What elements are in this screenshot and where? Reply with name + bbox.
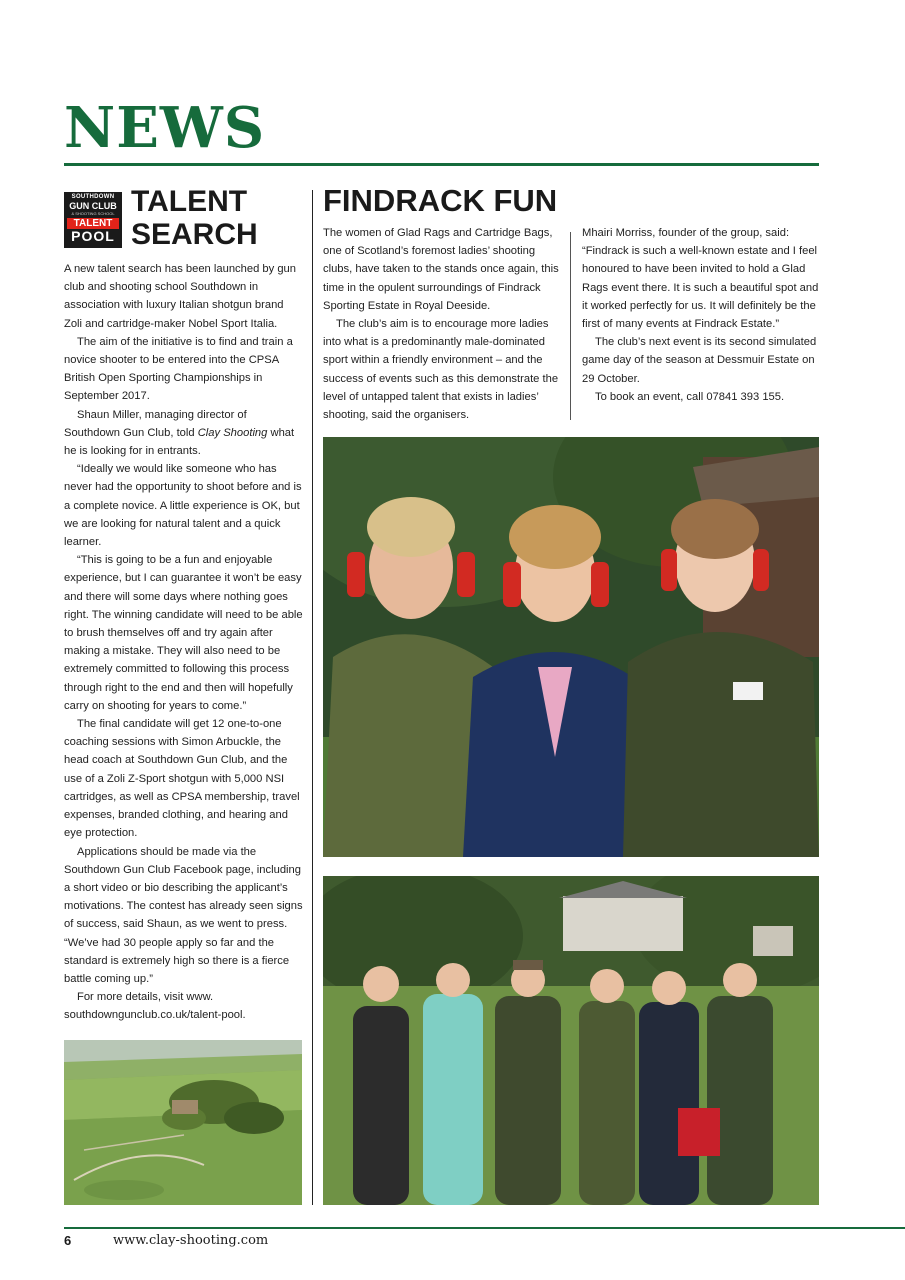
page-number: 6 <box>64 1233 72 1248</box>
header-rule <box>64 163 819 166</box>
paragraph: For more details, visit www. southdowngunclub.co.uk/talent-pool. <box>64 991 246 1022</box>
aerial-estate-photo <box>64 1040 302 1205</box>
findrack-fun-heading: FINDRACK FUN <box>323 183 558 218</box>
paragraph: The club’s next event is its second simulated game day of the season at Dessmuir Estate on 29 October. <box>582 336 817 385</box>
logo-line: TALENT <box>67 218 119 229</box>
column-divider <box>312 190 313 1205</box>
findrack-article-column-2 <box>582 224 822 406</box>
logo-line: POOL <box>71 228 115 244</box>
paragraph: A new talent search has been launched by gun club and shooting school Southdown in association with luxury Italian shotgun brand Zoli and cartridge-maker Nobel Sport Italia. <box>64 263 296 330</box>
paragraph: The club’s aim is to encourage more ladies into what is a predominantly male-dominated sport within a friendly environment – and the success of events such as this demonstrate the level of untapped talent that exists in ladies’ shooting, said the organisers. <box>323 318 559 422</box>
three-women-photo <box>323 437 819 857</box>
logo-line: GUN CLUB <box>69 201 117 211</box>
logo-line: SOUTHDOWN <box>71 194 115 200</box>
section-title: NEWS <box>64 95 266 161</box>
logo-line: & SHOOTING SCHOOL <box>71 211 115 216</box>
paragraph: The women of Glad Rags and Cartridge Bags, one of Scotland’s foremost ladies’ shooting clubs, have taken to the stands once again, this time in the opulent surroundings of Findrack Sporting Estate in Royal Deeside. <box>323 227 559 312</box>
column-divider <box>570 232 571 420</box>
talent-search-article <box>64 260 304 1025</box>
paragraph: “Ideally we would like someone who has never had the opportunity to shoot before and is a complete novice. A little experience is OK, but we are looking for natural talent and a quick learner. <box>64 463 302 549</box>
footer-rule <box>64 1227 905 1229</box>
heading-line: SEARCH <box>131 218 258 251</box>
group-of-seven-photo <box>323 876 819 1205</box>
magazine-name: Clay Shooting <box>197 426 268 439</box>
paragraph <box>64 406 304 461</box>
paragraph: The final candidate will get 12 one-to-one coaching sessions with Simon Arbuckle, the head coach at Southdown Gun Club, and the use of a Zoli Z-Sport shotgun with 5,000 NSI cartridges, as well as CPSA membership, travel expenses, branded clothing, and hearing and eye protection. <box>64 718 300 840</box>
talent-search-heading <box>131 185 258 251</box>
text-run: what he is looking for in entrants. <box>64 426 295 458</box>
paragraph: “This is going to be a fun and enjoyable experience, but I can guarantee it won’t be easy and there will some days where nothing goes right. The winning candidate will need to be able to brush themselves off and try again after making a mistake. They will also need to be extremely committed to following this process through right to the end and then will hopefully carry on shooting for years to come.” <box>64 554 303 712</box>
findrack-article-column-1 <box>323 224 563 424</box>
heading-line: TALENT <box>131 185 248 218</box>
paragraph: Mhairi Morriss, founder of the group, said: “Findrack is such a well-known estate and I feel honoured to have been invited to hold a Glad Rags event there. It is such a beautiful spot and it worked perfectly for us. It will definitely be the first of many events at Findrack Estate.” <box>582 227 819 331</box>
paragraph: To book an event, call 07841 393 155. <box>595 390 785 403</box>
website-url: www.clay-shooting.com <box>113 1233 269 1248</box>
paragraph: The aim of the initiative is to find and train a novice shooter to be entered into the CPSA British Open Sporting Championships in September 2017. <box>64 335 293 403</box>
talent-pool-logo <box>64 192 122 248</box>
text-run: Shaun Miller, managing director of Southdown Gun Club, told <box>64 408 247 439</box>
paragraph: Applications should be made via the Southdown Gun Club Facebook page, including a short video or bio describing the applicant’s motivations. The contest has already seen signs of success, said Shaun, as we went to press. “We’ve had 30 people apply so far and the standard is extremely high so there is a fierce battle coming up.” <box>64 845 303 985</box>
